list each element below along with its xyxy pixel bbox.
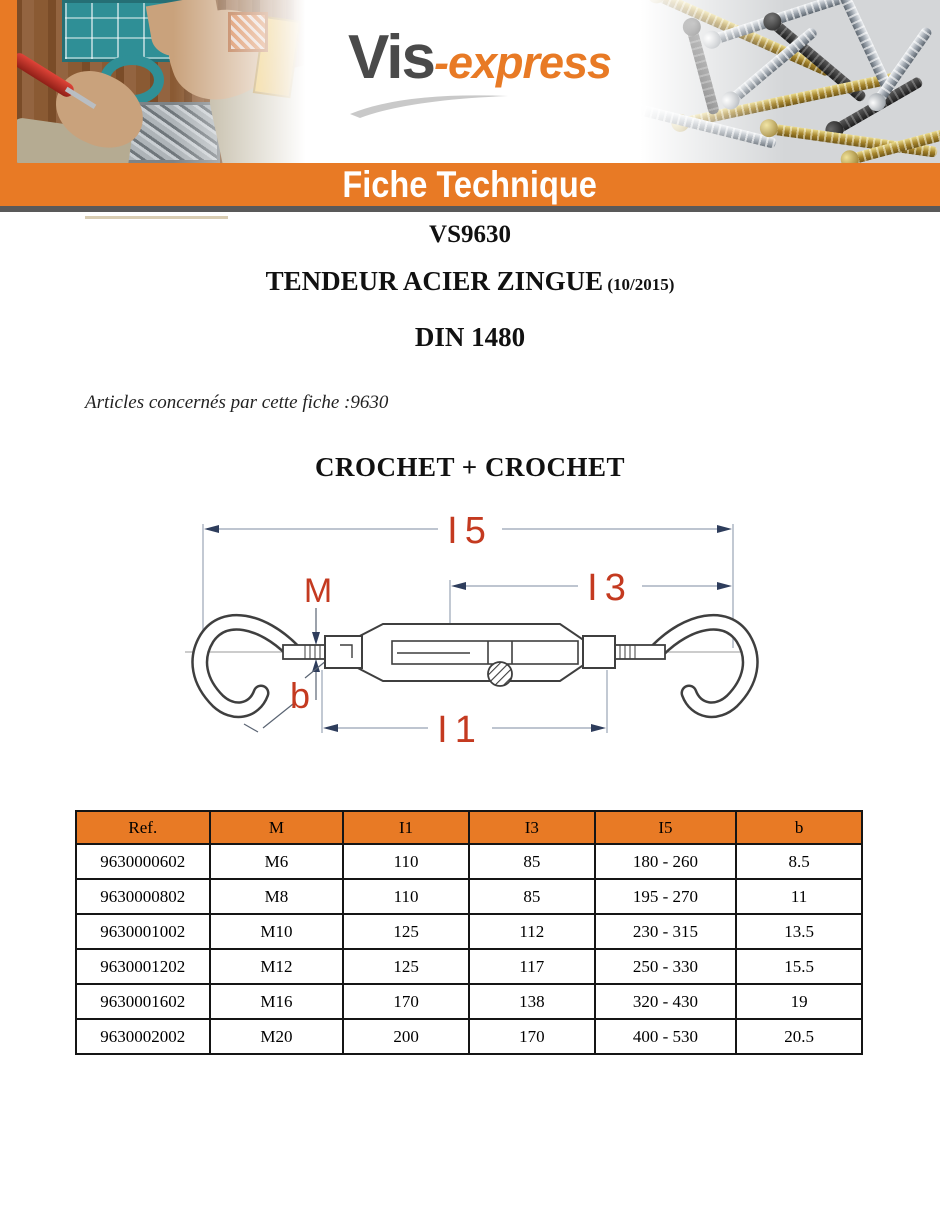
product-code: VS9630 xyxy=(429,221,511,248)
column-header: I3 xyxy=(469,811,595,844)
photo-fade xyxy=(0,0,315,163)
spec-table xyxy=(75,810,863,1055)
table-cell: M20 xyxy=(210,1019,344,1054)
table-cell: 125 xyxy=(343,949,469,984)
table-cell: 200 xyxy=(343,1019,469,1054)
dim-label-b: b xyxy=(289,675,311,716)
turnbuckle-drawing xyxy=(175,495,765,765)
table-row xyxy=(76,949,862,984)
product-name: TENDEUR ACIER ZINGUE xyxy=(265,266,604,296)
spec-table-body xyxy=(76,844,862,1054)
screws-photo xyxy=(618,0,940,163)
column-header: b xyxy=(736,811,862,844)
table-cell: 230 - 315 xyxy=(595,914,736,949)
dim-I3 xyxy=(451,567,732,609)
decorative-line xyxy=(85,216,228,219)
right-hook xyxy=(658,622,750,709)
table-cell: M6 xyxy=(210,844,344,879)
table-cell: 195 - 270 xyxy=(595,879,736,914)
din-standard: DIN 1480 xyxy=(414,322,526,352)
table-cell: 9630001002 xyxy=(76,914,210,949)
articles-note: Articles concernés par cette fiche :9630 xyxy=(85,392,389,413)
column-header: I1 xyxy=(343,811,469,844)
orange-edge-stripe xyxy=(0,0,17,163)
table-row xyxy=(76,844,862,879)
table-cell: 180 - 260 xyxy=(595,844,736,879)
table-cell: 170 xyxy=(469,1019,595,1054)
spec-table-head xyxy=(76,811,862,844)
table-cell: 170 xyxy=(343,984,469,1019)
column-header: I5 xyxy=(595,811,736,844)
product-title xyxy=(0,266,940,297)
banner-shadow xyxy=(0,206,940,212)
workbench-photo xyxy=(0,0,315,163)
table-cell: 13.5 xyxy=(736,914,862,949)
table-row xyxy=(76,984,862,1019)
product-date: (10/2015) xyxy=(603,275,675,294)
banner-title: Fiche Technique xyxy=(342,163,598,205)
table-row xyxy=(76,879,862,914)
table-cell: 110 xyxy=(343,879,469,914)
dim-label-I1: I1 xyxy=(437,709,483,751)
table-cell: 112 xyxy=(469,914,595,949)
right-rod xyxy=(613,645,665,659)
table-cell: M10 xyxy=(210,914,344,949)
table-cell: 9630001602 xyxy=(76,984,210,1019)
table-cell: 85 xyxy=(469,844,595,879)
table-cell: 9630000802 xyxy=(76,879,210,914)
table-cell: 138 xyxy=(469,984,595,1019)
variant-title: CROCHET + CROCHET xyxy=(315,452,625,482)
left-nut xyxy=(325,636,362,668)
dim-label-M: M xyxy=(303,572,333,610)
table-cell: 320 - 430 xyxy=(595,984,736,1019)
left-rod xyxy=(283,645,327,659)
table-cell: 117 xyxy=(469,949,595,984)
table-cell: 125 xyxy=(343,914,469,949)
logo-swoosh xyxy=(348,88,518,120)
right-nut xyxy=(583,636,615,668)
logo-express-text: -express xyxy=(433,37,612,88)
table-cell: 11 xyxy=(736,879,862,914)
table-cell: 110 xyxy=(343,844,469,879)
table-cell: 250 - 330 xyxy=(595,949,736,984)
table-row xyxy=(76,1019,862,1054)
table-cell: 85 xyxy=(469,879,595,914)
dim-I5 xyxy=(204,510,732,552)
table-cell: M16 xyxy=(210,984,344,1019)
table-cell: 9630001202 xyxy=(76,949,210,984)
table-row xyxy=(76,914,862,949)
logo-vis-text: Vis xyxy=(348,23,434,92)
table-cell: 15.5 xyxy=(736,949,862,984)
vis-express-logo xyxy=(330,22,620,132)
table-cell: 8.5 xyxy=(736,844,862,879)
fiche-technique-banner xyxy=(0,163,940,206)
table-cell: 9630000602 xyxy=(76,844,210,879)
column-header: Ref. xyxy=(76,811,210,844)
table-cell: 20.5 xyxy=(736,1019,862,1054)
photo-fade xyxy=(618,0,940,163)
dim-label-I5: I5 xyxy=(447,510,493,552)
table-cell: M8 xyxy=(210,879,344,914)
dim-label-I3: I3 xyxy=(587,567,633,609)
table-cell: 19 xyxy=(736,984,862,1019)
table-cell: M12 xyxy=(210,949,344,984)
left-hook xyxy=(200,622,292,709)
turnbuckle-body xyxy=(352,624,585,686)
dim-I1 xyxy=(323,709,606,751)
lock-screw xyxy=(488,662,512,686)
column-header: M xyxy=(210,811,344,844)
table-cell: 400 - 530 xyxy=(595,1019,736,1054)
table-cell: 9630002002 xyxy=(76,1019,210,1054)
